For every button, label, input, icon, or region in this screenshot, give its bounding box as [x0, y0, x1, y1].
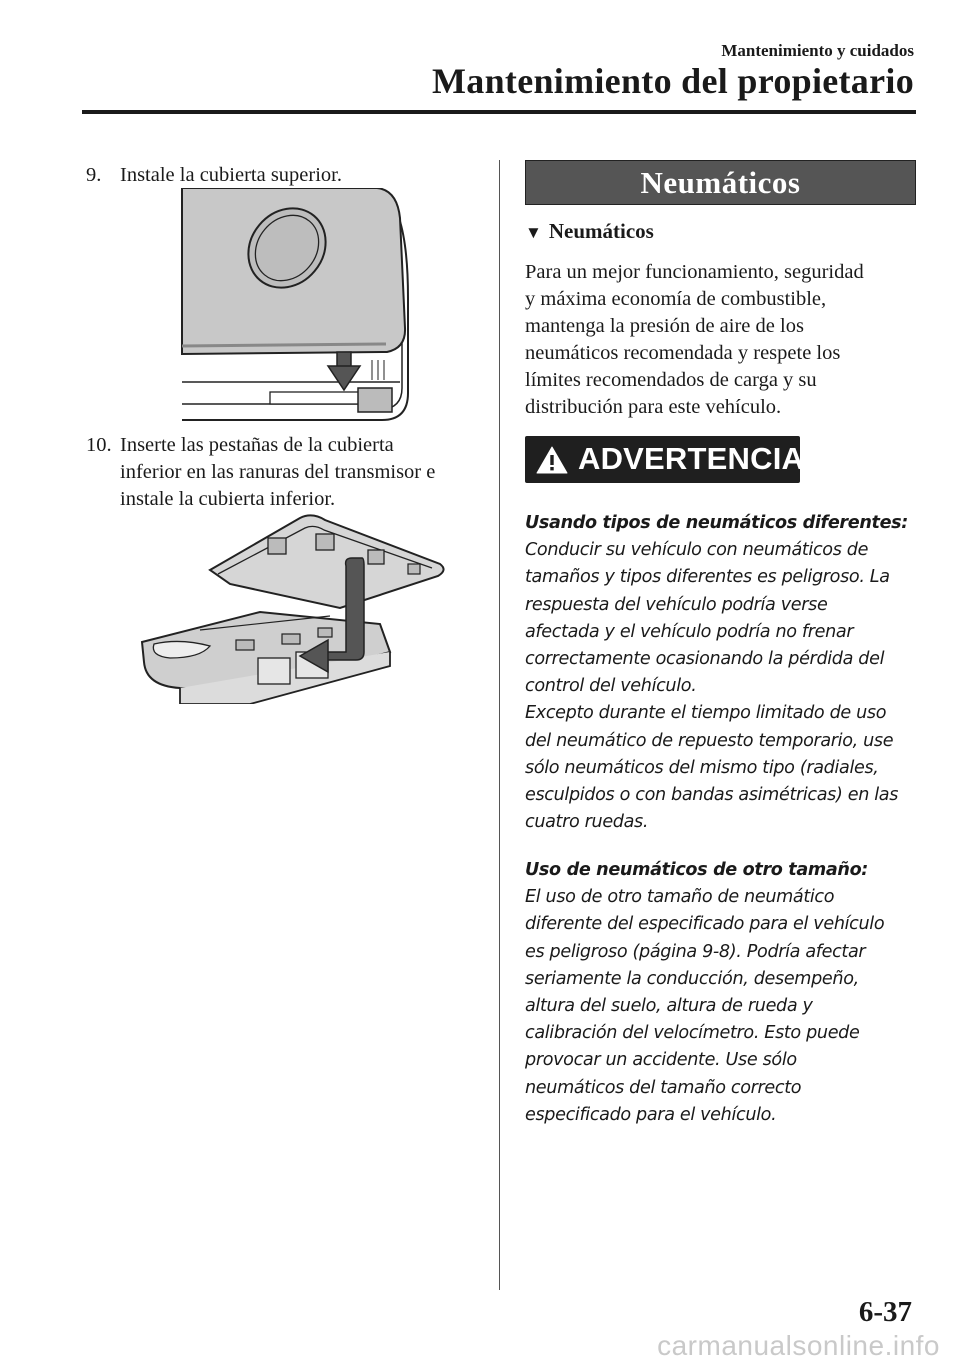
para-line: mantenga la presión de aire de los	[525, 315, 804, 337]
step-9	[86, 162, 486, 189]
header-chapter-title: Mantenimiento del propietario	[432, 61, 914, 101]
warning-2-line: es peligroso (página 9-8). Podría afectar	[525, 941, 866, 962]
warning-2-line: especificado para el vehículo.	[525, 1104, 777, 1125]
warning-1-line: correctamente ocasionando la pérdida del	[525, 649, 885, 670]
warning-1-title: Usando tipos de neumáticos diferentes:	[525, 513, 908, 533]
warning-badge	[525, 436, 805, 483]
step-9-number: 9.	[86, 164, 102, 186]
step-10-line-3: instale la cubierta inferior.	[120, 488, 336, 510]
warning-2-line: neumáticos del tamaño correcto	[525, 1077, 802, 1098]
header-section-label: Mantenimiento y cuidados	[721, 41, 914, 60]
figure-bottom-cover	[140, 512, 450, 704]
step-9-text: Instale la cubierta superior.	[120, 164, 342, 186]
warning-1-line: respuesta del vehículo podría verse	[525, 594, 828, 615]
column-divider	[499, 160, 500, 1290]
para-line: neumáticos recomendada y respete los	[525, 342, 841, 364]
para-line: Para un mejor funcionamiento, seguridad	[525, 261, 864, 283]
warning-block-1	[525, 510, 920, 836]
warning-2-line: seriamente la conducción, desempeño,	[525, 968, 859, 989]
warning-2-line: calibración del velocímetro. Esto puede	[525, 1023, 860, 1044]
warning-1-line: afectada y el vehículo podría no frenar	[525, 621, 854, 642]
warning-1-line: control del vehículo.	[525, 676, 697, 697]
warning-2-line: El uso de otro tamaño de neumático	[525, 887, 835, 908]
warning-2-title: Uso de neumáticos de otro tamaño:	[525, 860, 868, 880]
para-line: límites recomendados de carga y su	[525, 369, 817, 391]
watermark: carmanualsonline.info	[657, 1330, 940, 1361]
subhead	[525, 219, 654, 244]
warning-1-line: Conducir su vehículo con neumáticos de	[525, 540, 869, 561]
warning-2-line: altura del suelo, altura de rueda y	[525, 996, 813, 1017]
warning-triangle-icon	[535, 445, 569, 475]
intro-paragraph	[525, 259, 917, 421]
warning-1-line: tamaños y tipos diferentes es peligroso. La	[525, 567, 890, 588]
warning-1-line: del neumático de repuesto temporario, use	[525, 730, 894, 751]
header-rule	[82, 110, 916, 114]
step-10	[86, 432, 486, 513]
section-banner	[525, 160, 916, 205]
warning-2-line: diferente del especificado para el vehículo	[525, 914, 885, 935]
warning-block-2	[525, 857, 920, 1129]
step-10-line-2: inferior en las ranuras del transmisor e	[120, 461, 436, 483]
triangle-down-icon: ▼	[525, 223, 542, 242]
warning-1-line: esculpidos o con bandas asimétricas) en las	[525, 785, 899, 806]
warning-label: ADVERTENCIA	[578, 441, 805, 476]
warning-1-line: Excepto durante el tiempo limitado de uso	[525, 703, 887, 724]
figure-top-cover	[172, 188, 412, 426]
para-line: distribución para este vehículo.	[525, 396, 782, 418]
subhead-label: Neumáticos	[548, 219, 654, 243]
page-number: 6-37	[858, 1296, 912, 1328]
warning-1-line: sólo neumáticos del mismo tipo (radiales,	[525, 757, 879, 778]
warning-1-line: cuatro ruedas.	[525, 812, 649, 833]
section-banner-title: Neumáticos	[640, 165, 801, 200]
warning-2-line: provocar un accidente. Use sólo	[525, 1050, 797, 1071]
para-line: y máxima economía de combustible,	[525, 288, 827, 310]
step-10-line-1: Inserte las pestañas de la cubierta	[120, 434, 394, 456]
step-10-number: 10.	[86, 434, 112, 456]
